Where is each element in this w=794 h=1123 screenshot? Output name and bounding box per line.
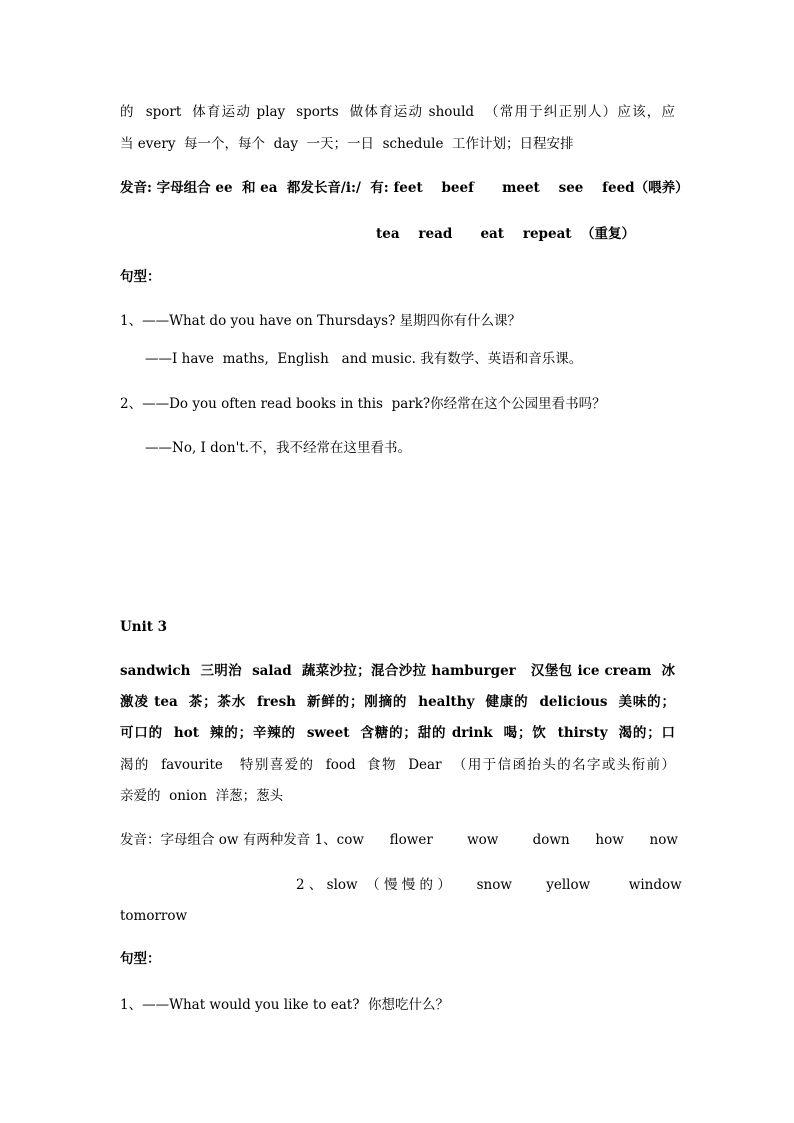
section-heading: 句型： xyxy=(120,951,161,967)
pronunciation-line: 发音：字母组合 ow 有两种发音 1、cow flower wow down how now xyxy=(120,832,678,848)
sentence-question: 1、——What would you like to eat? 你想吃什么？ xyxy=(120,997,450,1013)
unit-title: Unit 3 xyxy=(120,619,168,635)
vocab-line: 可口的 hot 辣的；辛辣的 sweet 含糖的；甜的 drink 喝；饮 thirsty 渴的；口 xyxy=(120,725,675,741)
vocab-line: 当 every 每一个，每个 day 一天；一日 schedule 工作计划；日程安排 xyxy=(120,136,574,152)
sentence-question: 2、——Do you often read books in this park?你经常在这个公园里看书吗？ xyxy=(120,396,606,412)
pronunciation-line: 发音: 字母组合 ee 和 ea 都发长音/i:/ 有: feet beef meet see feed（喂养） xyxy=(120,180,689,196)
vocab-line: 的 sport 体育运动 play sports 做体育运动 should （常用于纠正别人）应该，应 xyxy=(120,104,675,120)
vocab-line: 渴的 favourite 特别喜爱的 food 食物 Dear （用于信函抬头的名字或头衔前） xyxy=(120,757,675,773)
vocab-line: 亲爱的 onion 洋葱；葱头 xyxy=(120,788,284,804)
pronunciation-line: tea read eat repeat （重复） xyxy=(376,226,635,242)
sentence-answer: ——No, I don't.不，我不经常在这里看书。 xyxy=(145,440,412,456)
pronunciation-line: tomorrow xyxy=(120,908,188,924)
vocab-line: sandwich 三明治 salad 蔬菜沙拉；混合沙拉 hamburger 汉堡包 ice cream 冰 xyxy=(120,663,675,679)
pronunciation-line: 2 、 slow （ 慢 慢 的 ） snow yellow window xyxy=(296,877,682,893)
section-heading: 句型： xyxy=(120,269,161,285)
vocab-line: 激凌 tea 茶；茶水 fresh 新鲜的；刚摘的 healthy 健康的 delicious 美味的； xyxy=(120,694,675,710)
sentence-answer: ——I have maths, English and music. 我有数学、英语和音乐课。 xyxy=(145,351,583,367)
sentence-question: 1、——What do you have on Thursdays? 星期四你有什么课？ xyxy=(120,313,522,329)
